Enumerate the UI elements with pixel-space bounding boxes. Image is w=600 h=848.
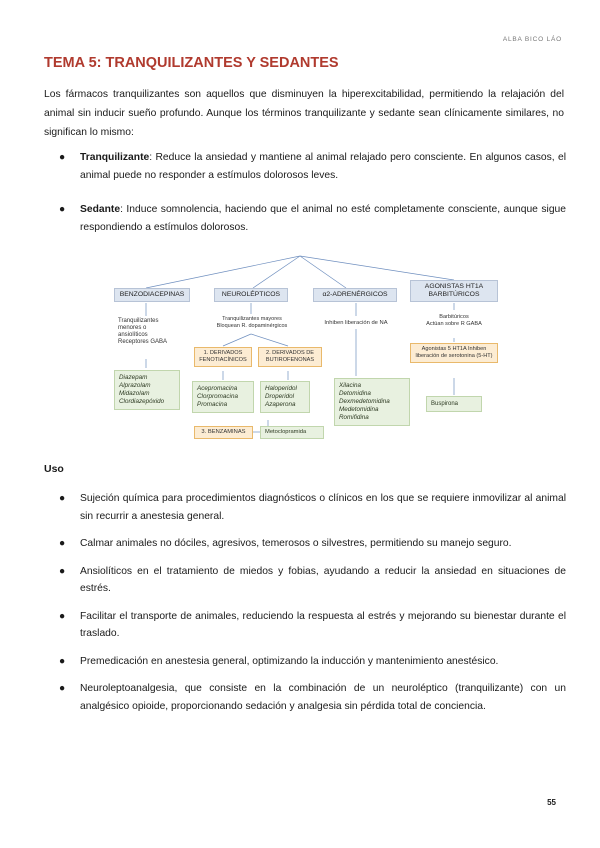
benzaminas-drugs: Metoclopramida <box>260 426 324 439</box>
drug-name: Azaperona <box>265 401 296 408</box>
definition-item <box>44 201 566 236</box>
connector-line <box>251 334 288 346</box>
agonistas-5ht1a-box: Agonistas 5 HT1A Inhiben liberación de serotonina (5-HT) <box>410 343 498 363</box>
drug-name: Clorpromacina <box>197 393 238 400</box>
drug-name: Detomidina <box>339 390 371 397</box>
neurolepticos-header: NEUROLÉPTICOS <box>214 288 288 302</box>
page-number: 55 <box>547 798 556 807</box>
use-item <box>44 490 566 525</box>
benzodiacepinas-drugs <box>114 370 180 410</box>
butirofenonas-drugs <box>260 381 310 413</box>
drug-name: Romifidina <box>339 414 369 421</box>
definitions-list <box>44 149 566 253</box>
uses-list <box>44 490 566 725</box>
connector-line <box>300 256 454 280</box>
use-item <box>44 653 566 671</box>
agonistas-description <box>410 314 498 328</box>
drug-name: Dexmedetomidina <box>339 398 390 405</box>
drug-name: Haloperidol <box>265 385 297 392</box>
agonistas-drugs: Buspirona <box>426 396 482 412</box>
definition-text: : Induce somnolencia, haciendo que el animal no esté completamente consciente, aunque sigue respondiendo a estímulos dolorosos. <box>80 204 566 233</box>
connector-line <box>223 334 251 346</box>
bullet-icon: ● <box>59 493 66 504</box>
author-header: ALBA BICO LÁO <box>502 36 562 43</box>
definition-item <box>44 149 566 184</box>
drug-name: Diazepam <box>119 374 148 381</box>
bullet-icon: ● <box>59 204 66 215</box>
benzodiacepinas-description <box>118 318 188 346</box>
definition-term: Tranquilizante <box>80 152 150 163</box>
use-text: Ansiolíticos en el tratamiento de miedos y fobias, ayudando a reducir la ansiedad en situaciones de estrés. <box>80 565 566 594</box>
bullet-icon: ● <box>59 655 66 667</box>
use-item <box>44 535 566 553</box>
description-line: ansiolíticos <box>118 332 148 338</box>
use-text: Neuroleptoanalgesia, que consiste en la combinación de un neuroléptico (tranquilizante) con un analgésico opioide, proporcionando sedación y analgesia sin pérdida total de conciencia. <box>80 683 566 712</box>
use-item <box>44 563 566 598</box>
bullet-icon: ● <box>59 538 66 549</box>
agonistas-header: AGONISTAS HT1A BARBITÚRICOS <box>410 280 498 302</box>
intro-paragraph: Los fármacos tranquilizantes son aquellos que disminuyen la hiperexcitabilidad, permitiendo la relajación del animal sin inducir sueño profundo. Aunque los términos tranquilizante y sedante sean clínicamente similares, no significan lo mismo: <box>44 89 564 138</box>
description-line: menores o <box>118 325 147 331</box>
description-line: Barbitúricos <box>439 314 469 320</box>
drug-name: Promacina <box>197 401 228 408</box>
alfa2-description: Inhiben liberación de NA <box>324 320 388 326</box>
use-item <box>44 608 566 643</box>
drug-name: Droperidol <box>265 393 295 400</box>
use-text: Premedicación en anestesia general, optimizando la inducción y mantenimiento anestésico. <box>80 655 499 667</box>
bullet-icon: ● <box>59 683 66 694</box>
drug-name: Xilacina <box>339 382 362 389</box>
definition-term: Sedante <box>80 204 121 215</box>
benzodiacepinas-header: BENZODIACEPINAS <box>114 288 190 302</box>
connector-line <box>300 256 346 288</box>
description-line: Receptores GABA <box>118 339 168 345</box>
classification-diagram <box>108 254 500 446</box>
use-text: Facilitar el transporte de animales, reduciendo la respuesta al estrés y mejorando su bienestar durante el traslado. <box>80 610 566 639</box>
definition-text: : Reduce la ansiedad y mantiene al animal relajado pero consciente. En algunos casos, el animal puede no responder a estímulos dolorosos leves. <box>80 152 566 181</box>
use-item <box>44 680 566 715</box>
bullet-icon: ● <box>59 610 66 622</box>
drug-name: Midazolam <box>119 390 150 397</box>
bullet-icon: ● <box>59 565 66 577</box>
uses-heading: Uso <box>44 463 64 475</box>
description-line: Actúan sobre R GABA <box>426 321 482 327</box>
alfa2-drugs <box>334 378 410 426</box>
drug-name: Acepromacina <box>197 385 238 392</box>
butirofenonas-box: 2. DERIVADOS DE BUTIROFENONAS <box>258 347 322 367</box>
fenotiacinicos-box: 1. DERIVADOS FENOTIACÍNICOS <box>194 347 252 367</box>
use-text: Sujeción química para procedimientos diagnósticos o clínicos en los que se requiere inmovilizar al animal sin recurrir a anestesia general. <box>80 493 566 522</box>
benzaminas-box: 3. BENZAMINAS <box>194 426 253 439</box>
description-line: Bloquean R. dopaminérgicos <box>216 323 288 329</box>
description-line: Tranquilizantes <box>118 318 159 324</box>
drug-name: Clordiazepóxido <box>119 398 165 405</box>
neurolepticos-description <box>206 316 298 330</box>
alfa2-header: α2-ADRENÉRGICOS <box>313 288 397 302</box>
page-title: TEMA 5: TRANQUILIZANTES Y SEDANTES <box>44 55 339 71</box>
description-line: Tranquilizantes mayores <box>222 316 282 322</box>
drug-name: Medetomidina <box>339 406 379 413</box>
drug-name: Alprazolam <box>119 382 151 389</box>
bullet-icon: ● <box>59 152 66 163</box>
fenotiacinicos-drugs <box>192 381 254 413</box>
use-text: Calmar animales no dóciles, agresivos, temerosos o silvestres, permitiendo su manejo seguro. <box>80 538 512 549</box>
